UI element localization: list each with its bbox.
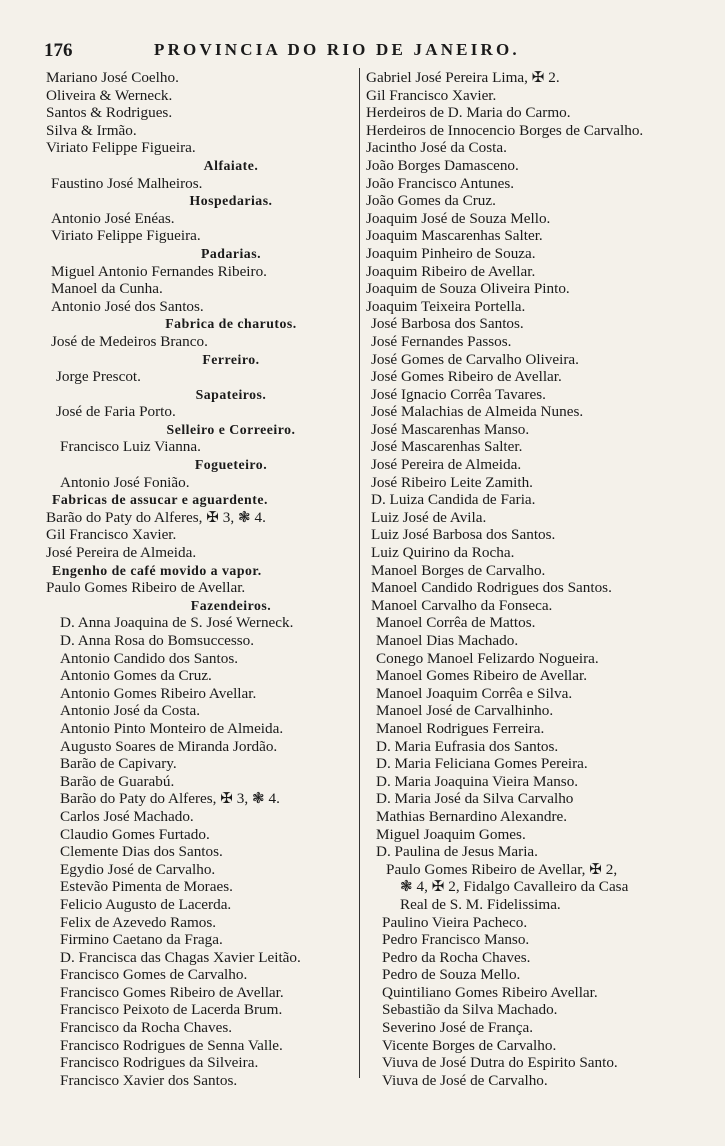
directory-entry: Joaquim Mascarenhas Salter. bbox=[366, 227, 543, 245]
directory-entry: Antonio Pinto Monteiro de Almeida. bbox=[60, 719, 284, 737]
directory-entry: D. Maria Eufrasia dos Santos. bbox=[376, 737, 559, 755]
directory-entry: Viuva de José Dutra do Espirito Santo. bbox=[382, 1054, 618, 1072]
directory-entry: José Barbosa dos Santos. bbox=[371, 315, 524, 333]
directory-entry: José Pereira de Almeida. bbox=[46, 544, 197, 562]
left-column bbox=[46, 69, 356, 1089]
directory-entry: Francisco da Rocha Chaves. bbox=[60, 1019, 233, 1037]
column-divider bbox=[359, 68, 360, 1078]
directory-entry: José de Medeiros Branco. bbox=[51, 332, 208, 350]
directory-entry: Antonio José Enéas. bbox=[51, 209, 175, 227]
directory-entry: José Ribeiro Leite Zamith. bbox=[371, 473, 533, 491]
directory-entry: D. Anna Joaquina de S. José Werneck. bbox=[60, 614, 294, 632]
section-heading: Fazendeiros. bbox=[190, 597, 272, 613]
directory-entry: Francisco Gomes Ribeiro de Avellar. bbox=[60, 983, 284, 1001]
directory-entry: Pedro Francisco Manso. bbox=[382, 931, 530, 949]
directory-entry: Vicente Borges de Carvalho. bbox=[382, 1036, 557, 1054]
directory-entry: Gil Francisco Xavier. bbox=[366, 86, 497, 104]
section-heading: Hospedarias. bbox=[189, 193, 273, 209]
directory-entry: D. Luiza Candida de Faria. bbox=[371, 491, 536, 509]
directory-entry: Joaquim Pinheiro de Souza. bbox=[366, 244, 536, 262]
section-heading: Selleiro e Correeiro. bbox=[166, 421, 296, 437]
directory-entry: Antonio Candido dos Santos. bbox=[60, 649, 239, 667]
directory-entry: José Ignacio Corrêa Tavares. bbox=[371, 385, 546, 403]
directory-entry: Antonio José dos Santos. bbox=[51, 297, 204, 315]
directory-entry: Miguel Joaquim Gomes. bbox=[376, 825, 526, 843]
directory-entry: Joaquim de Souza Oliveira Pinto. bbox=[366, 280, 570, 298]
directory-entry: Joaquim Ribeiro de Avellar. bbox=[366, 262, 536, 280]
directory-entry: Clemente Dias dos Santos. bbox=[60, 843, 223, 861]
directory-entry: Luiz Quirino da Rocha. bbox=[371, 544, 515, 562]
directory-entry: Francisco Gomes de Carvalho. bbox=[60, 966, 248, 984]
directory-entry: Carlos José Machado. bbox=[60, 807, 194, 825]
directory-entry: Santos & Rodrigues. bbox=[46, 104, 173, 122]
directory-entry: Manoel da Cunha. bbox=[51, 280, 163, 298]
directory-entry: Jorge Prescot. bbox=[56, 368, 141, 386]
directory-entry: Oliveira & Werneck. bbox=[46, 86, 173, 104]
directory-entry: Francisco Rodrigues de Senna Valle. bbox=[60, 1036, 283, 1054]
directory-entry: Barão de Guarabú. bbox=[60, 772, 175, 790]
directory-entry: ❃ 4, ✠ 2, Fidalgo Cavalleiro da Casa bbox=[400, 878, 629, 896]
section-heading: Padarias. bbox=[200, 245, 262, 261]
directory-entry: Miguel Antonio Fernandes Ribeiro. bbox=[51, 262, 267, 280]
directory-entry: Jacintho José da Costa. bbox=[366, 139, 507, 157]
directory-entry: Silva & Irmão. bbox=[46, 121, 137, 139]
directory-entry: Manoel Corrêa de Mattos. bbox=[376, 614, 536, 632]
directory-entry: Manoel Borges de Carvalho. bbox=[371, 561, 546, 579]
page-header bbox=[44, 36, 684, 62]
directory-entry: Antonio Gomes da Cruz. bbox=[60, 667, 212, 685]
directory-entry: Antonio Gomes Ribeiro Avellar. bbox=[60, 684, 257, 702]
directory-entry: Manoel José de Carvalhinho. bbox=[376, 702, 554, 720]
directory-entry: Manoel Rodrigues Ferreira. bbox=[376, 719, 545, 737]
directory-entry: Herdeiros de D. Maria do Carmo. bbox=[366, 104, 571, 122]
directory-entry: D. Maria José da Silva Carvalho bbox=[376, 790, 574, 808]
section-heading: Engenho de café movido a vapor. bbox=[52, 562, 262, 578]
directory-entry: José Pereira de Almeida. bbox=[371, 456, 522, 474]
directory-entry: Manoel Carvalho da Fonseca. bbox=[371, 596, 553, 614]
directory-entry: Francisco Rodrigues da Silveira. bbox=[60, 1054, 259, 1072]
directory-entry: Real de S. M. Fidelissima. bbox=[400, 895, 561, 913]
directory-entry: João Borges Damasceno. bbox=[366, 156, 519, 174]
directory-entry: D. Paulina de Jesus Maria. bbox=[376, 843, 538, 861]
directory-entry: Conego Manoel Felizardo Nogueira. bbox=[376, 649, 599, 667]
directory-entry: Felicio Augusto de Lacerda. bbox=[60, 895, 232, 913]
directory-entry: Manoel Joaquim Corrêa e Silva. bbox=[376, 684, 573, 702]
directory-entry: Mariano José Coelho. bbox=[46, 69, 179, 86]
directory-entry: Luiz José de Avila. bbox=[371, 508, 487, 526]
directory-entry: Pedro de Souza Mello. bbox=[382, 966, 521, 984]
directory-entry: Joaquim José de Souza Mello. bbox=[366, 209, 551, 227]
running-title: PROVINCIA DO RIO DE JANEIRO. bbox=[154, 40, 520, 59]
page-number: 176 bbox=[44, 40, 73, 61]
section-heading: Ferreiro. bbox=[202, 351, 260, 367]
directory-entry: Pedro da Rocha Chaves. bbox=[382, 948, 531, 966]
right-column bbox=[366, 69, 696, 1089]
directory-entry: Joaquim Teixeira Portella. bbox=[366, 297, 526, 315]
section-heading: Fogueteiro. bbox=[194, 457, 268, 473]
directory-entry: Claudio Gomes Furtado. bbox=[60, 825, 210, 843]
directory-entry: Barão de Capivary. bbox=[60, 755, 177, 773]
directory-entry: Gabriel José Pereira Lima, ✠ 2. bbox=[366, 69, 560, 86]
directory-entry: Manoel Gomes Ribeiro de Avellar. bbox=[376, 667, 588, 685]
directory-entry: José Mascarenhas Salter. bbox=[371, 438, 523, 456]
directory-entry: Antonio José da Costa. bbox=[60, 702, 201, 720]
section-heading: Fabricas de assucar e aguardente. bbox=[52, 492, 268, 508]
directory-entry: José Gomes de Carvalho Oliveira. bbox=[371, 350, 579, 368]
directory-entry: Felix de Azevedo Ramos. bbox=[60, 913, 217, 931]
section-heading: Fabrica de charutos. bbox=[165, 316, 297, 332]
section-heading: Sapateiros. bbox=[195, 386, 267, 402]
directory-entry: D. Anna Rosa do Bomsuccesso. bbox=[60, 632, 255, 649]
directory-entry: José Malachias de Almeida Nunes. bbox=[371, 403, 584, 421]
section-heading: Alfaiate. bbox=[203, 157, 259, 173]
directory-entry: Francisco Luiz Vianna. bbox=[60, 438, 201, 456]
directory-entry: Luiz José Barbosa dos Santos. bbox=[371, 526, 556, 544]
directory-entry: D. Maria Joaquina Vieira Manso. bbox=[376, 772, 579, 790]
directory-entry: Manoel Candido Rodrigues dos Santos. bbox=[371, 579, 612, 597]
directory-entry: João Gomes da Cruz. bbox=[366, 192, 496, 210]
directory-entry: Severino José de França. bbox=[382, 1019, 533, 1037]
directory-entry: Herdeiros de Innocencio Borges de Carvalho. bbox=[366, 121, 644, 139]
directory-entry: Francisco Peixoto de Lacerda Brum. bbox=[60, 1001, 283, 1019]
directory-entry: Estevão Pimenta de Moraes. bbox=[60, 878, 233, 896]
directory-entry: Francisco Xavier dos Santos. bbox=[60, 1071, 238, 1089]
directory-entry: Viuva de José de Carvalho. bbox=[382, 1071, 548, 1089]
directory-entry: D. Francisca das Chagas Xavier Leitão. bbox=[60, 948, 301, 966]
directory-entry: Egydio José de Carvalho. bbox=[60, 860, 216, 878]
directory-entry: Gil Francisco Xavier. bbox=[46, 526, 177, 544]
directory-entry: Faustino José Malheiros. bbox=[51, 174, 203, 192]
directory-entry: Barão do Paty do Alferes, ✠ 3, ❃ 4. bbox=[60, 790, 280, 808]
directory-entry: José Fernandes Passos. bbox=[371, 332, 512, 350]
directory-entry: Augusto Soares de Miranda Jordão. bbox=[60, 737, 278, 755]
directory-entry: Sebastião da Silva Machado. bbox=[382, 1001, 558, 1019]
directory-entry: Paulino Vieira Pacheco. bbox=[382, 913, 528, 931]
directory-entry: Manoel Dias Machado. bbox=[376, 632, 519, 649]
directory-entry: Barão do Paty do Alferes, ✠ 3, ❃ 4. bbox=[46, 508, 266, 526]
directory-entry: D. Maria Feliciana Gomes Pereira. bbox=[376, 755, 588, 773]
directory-entry: João Francisco Antunes. bbox=[366, 174, 515, 192]
directory-entry: Paulo Gomes Ribeiro de Avellar, ✠ 2, bbox=[386, 860, 618, 878]
directory-entry: José Mascarenhas Manso. bbox=[371, 420, 530, 438]
directory-entry: Antonio José Fonião. bbox=[60, 473, 190, 491]
directory-entry: Viriato Felippe Figueira. bbox=[51, 227, 201, 245]
directory-entry: Firmino Caetano da Fraga. bbox=[60, 931, 223, 949]
directory-entry: José de Faria Porto. bbox=[56, 403, 176, 421]
directory-entry: Mathias Bernardino Alexandre. bbox=[376, 807, 568, 825]
directory-entry: José Gomes Ribeiro de Avellar. bbox=[371, 368, 562, 386]
directory-entry: Quintiliano Gomes Ribeiro Avellar. bbox=[382, 983, 598, 1001]
directory-entry: Paulo Gomes Ribeiro de Avellar. bbox=[46, 579, 246, 597]
directory-entry: Viriato Felippe Figueira. bbox=[46, 139, 196, 157]
